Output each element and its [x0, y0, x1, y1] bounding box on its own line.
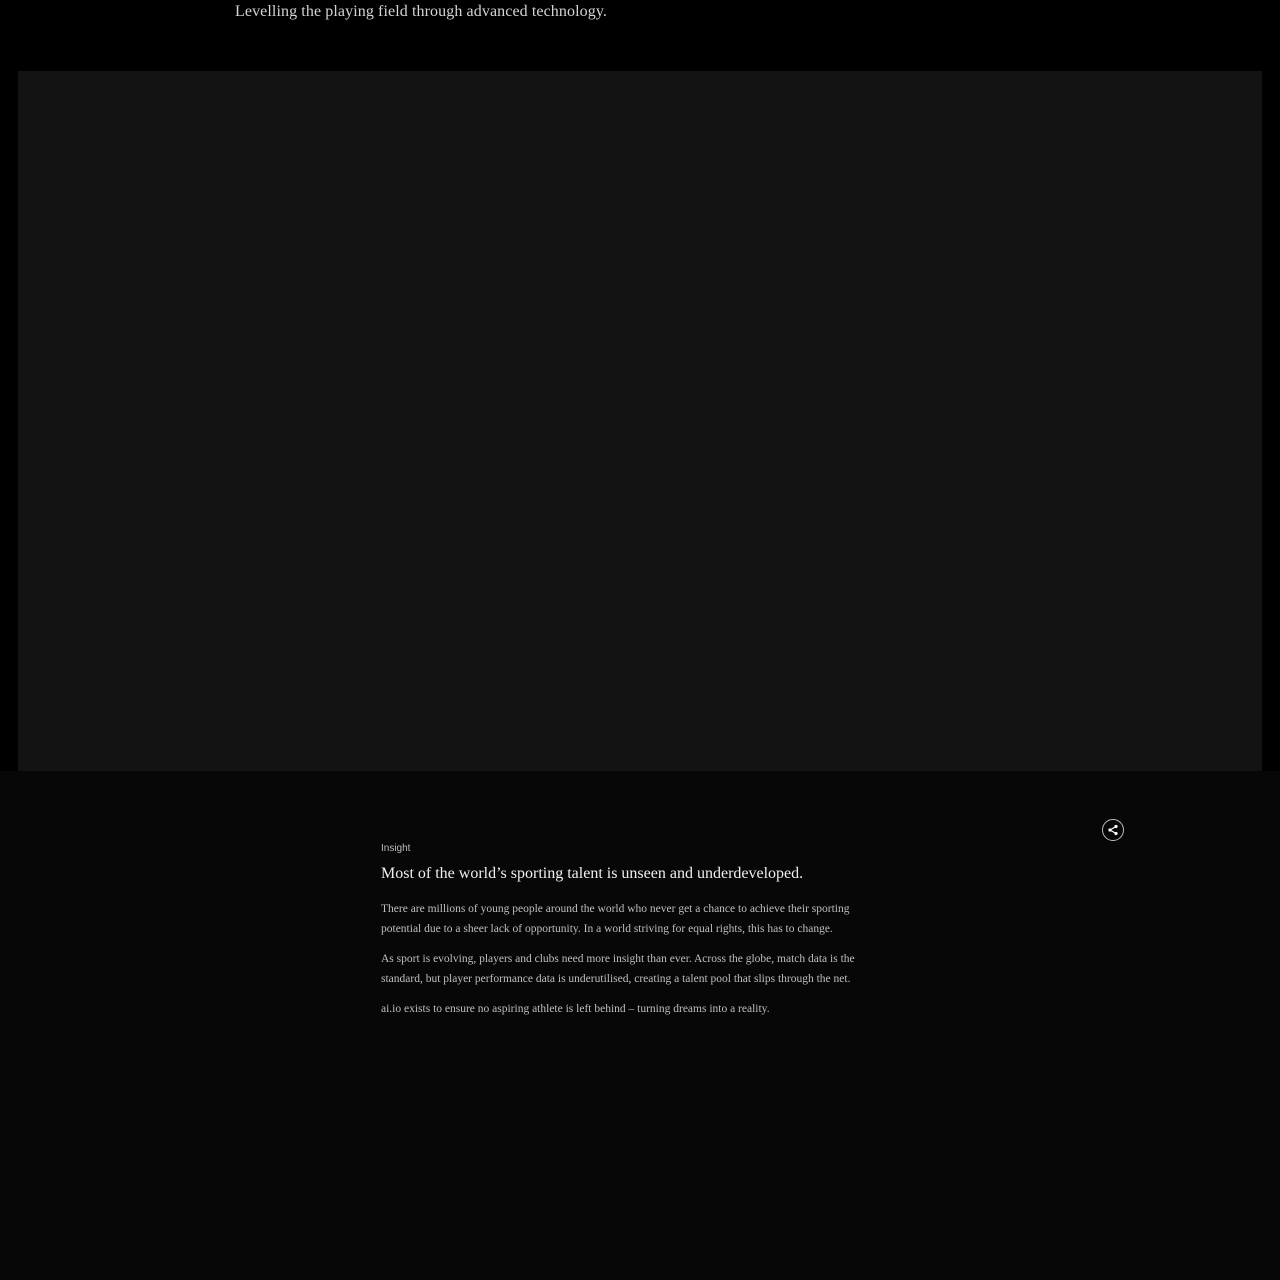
video-frame[interactable] [18, 71, 1262, 771]
hero-subtitle: Levelling the playing field through advanced technology. [235, 3, 608, 20]
article-eyebrow: Insight [381, 843, 411, 854]
article-paragraph-2: As sport is evolving, players and clubs need more insight than ever. Across the globe, match data is the standard, but player performance data is underutilised, creating a talent pool that slips through the net. [381, 953, 855, 985]
article-heading: Most of the world’s sporting talent is unseen and underdeveloped. [381, 865, 804, 882]
share-icon [1107, 824, 1119, 836]
insight-article [381, 842, 881, 1031]
share-button[interactable] [1102, 819, 1124, 841]
article-paragraph-1: There are millions of young people around the world who never get a chance to achieve their sporting potential due to a sheer lack of opportunity. In a world striving for equal rights, this has to change. [381, 903, 850, 935]
article-paragraph-3: ai.io exists to ensure no aspiring athlete is left behind – turning dreams into a reality. [381, 1003, 770, 1015]
